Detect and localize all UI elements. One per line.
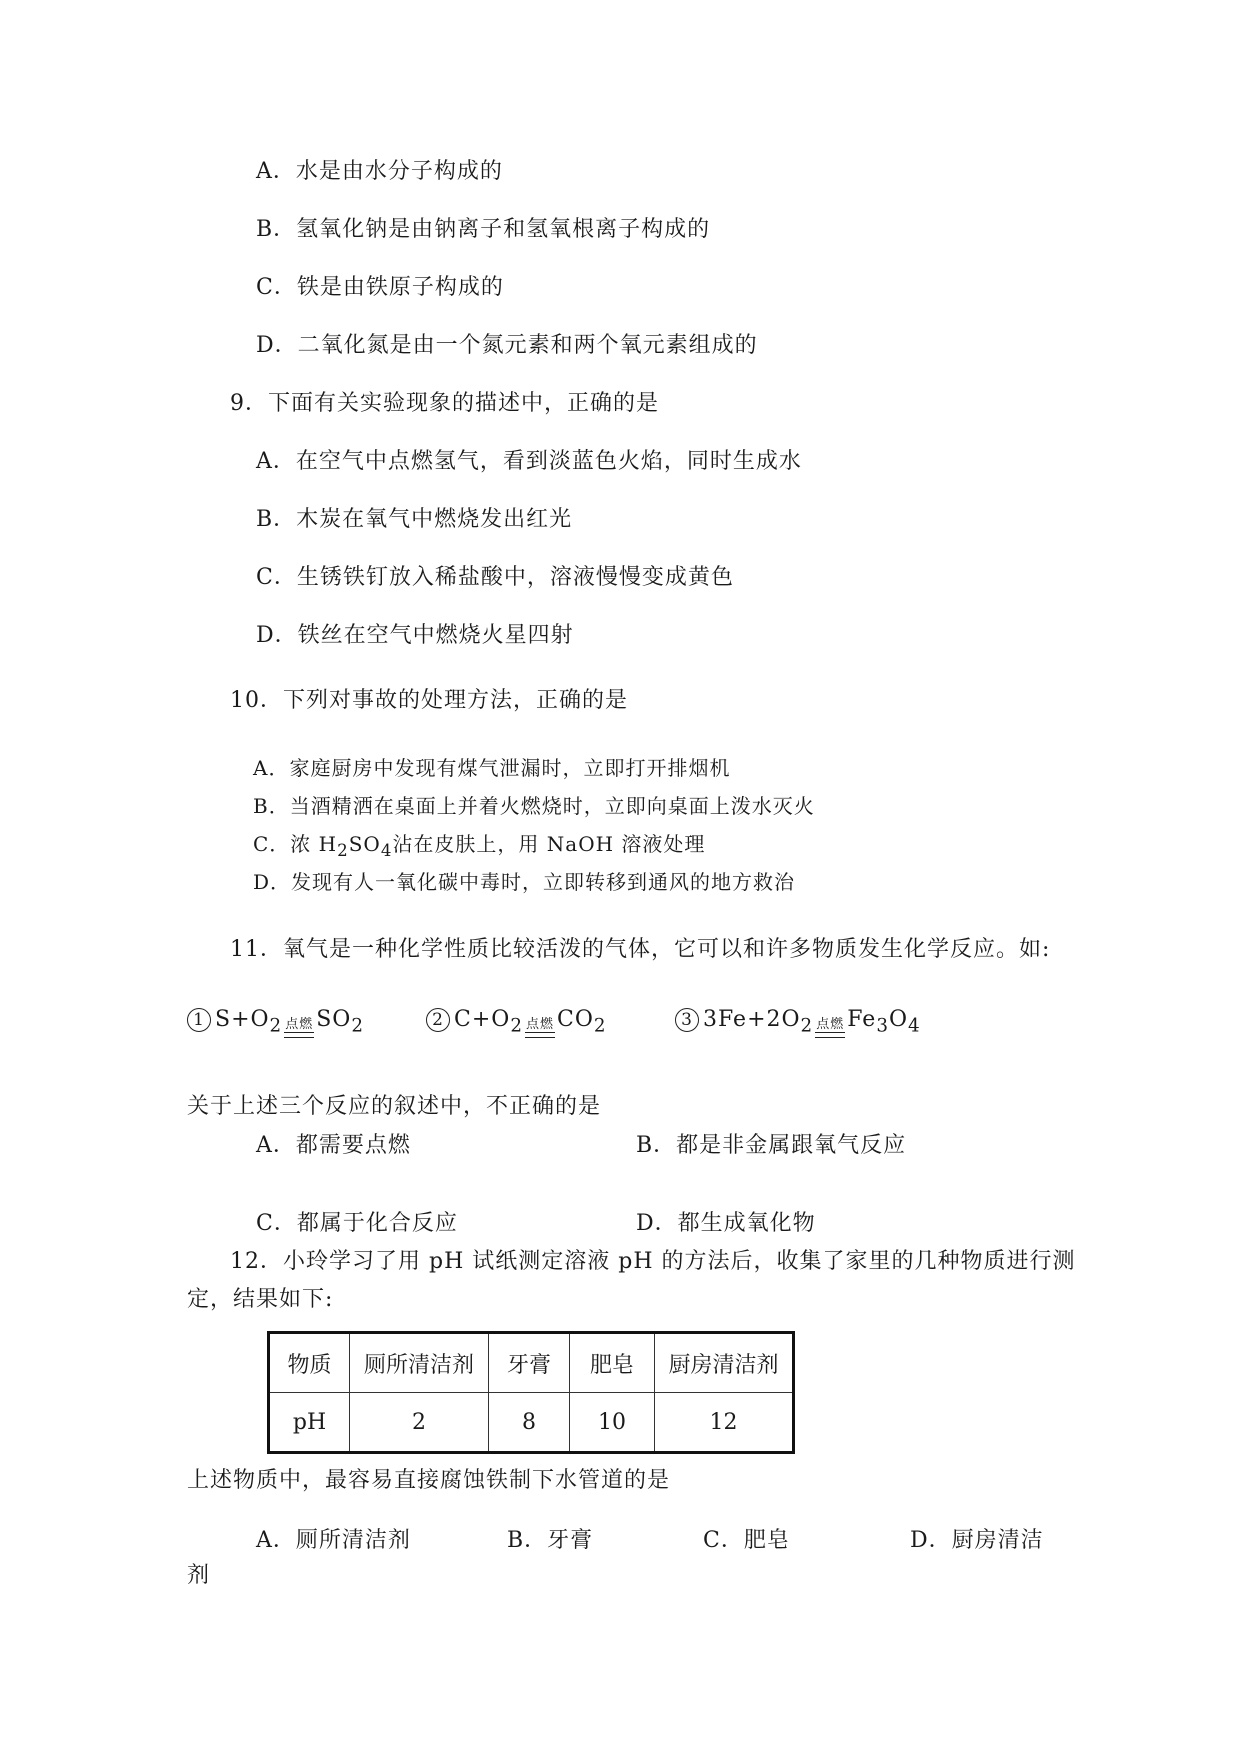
table-header-row xyxy=(269,1333,794,1393)
q12-option-d-wrap: 剂 xyxy=(187,1563,211,1588)
q12-option-d: D．厨房清洁 xyxy=(910,1528,1044,1553)
circled-number-2: 2 xyxy=(426,1008,450,1032)
q12-option-a: A．厕所清洁剂 xyxy=(256,1528,411,1553)
table-cell: 厕所清洁剂 xyxy=(350,1333,489,1393)
q12-question: 上述物质中，最容易直接腐蚀铁制下水管道的是 xyxy=(187,1468,671,1493)
q11-option-d: D．都生成氧化物 xyxy=(636,1211,816,1236)
table-cell: 10 xyxy=(570,1393,655,1453)
q10-option-d: D．发现有人一氧化碳中毒时，立即转移到通风的地方救治 xyxy=(253,870,796,894)
q12-option-b: B．牙膏 xyxy=(507,1528,594,1553)
table-row xyxy=(269,1393,794,1453)
q12-stem-line1: 12．小玲学习了用 pH 试纸测定溶液 pH 的方法后，收集了家里的几种物质进行测 xyxy=(230,1249,1076,1274)
equals-arrow-icon: 点燃 xyxy=(525,1018,555,1038)
table-cell: 2 xyxy=(350,1393,489,1453)
table-cell: 12 xyxy=(655,1393,794,1453)
q8-option-d: D．二氧化氮是由一个氮元素和两个氧元素组成的 xyxy=(256,333,758,358)
q9-option-d: D．铁丝在空气中燃烧火星四射 xyxy=(256,623,574,648)
q11-option-a: A．都需要点燃 xyxy=(256,1133,411,1158)
reaction-3: 3 $3Fe+2O_2$ 点燃 $Fe_3O_4$ xyxy=(675,1005,921,1041)
q8-option-b: B．氢氧化钠是由钠离子和氢氧根离子构成的 xyxy=(256,217,711,242)
q11-option-c: C．都属于化合反应 xyxy=(256,1211,458,1236)
q9-option-b: B．木炭在氧气中燃烧发出红光 xyxy=(256,507,573,532)
ph-table xyxy=(267,1331,795,1454)
table-cell: 厨房清洁剂 xyxy=(655,1333,794,1393)
table-cell: 肥皂 xyxy=(570,1333,655,1393)
q9-option-a: A．在空气中点燃氢气，看到淡蓝色火焰，同时生成水 xyxy=(256,449,802,474)
table-cell: pH xyxy=(269,1393,350,1453)
circled-number-1: 1 xyxy=(187,1008,211,1032)
q11-stem: 11．氧气是一种化学性质比较活泼的气体，它可以和许多物质发生化学反应。如: xyxy=(230,937,1051,962)
q11-option-b: B．都是非金属跟氧气反应 xyxy=(636,1133,907,1158)
q9-option-c: C．生锈铁钉放入稀盐酸中，溶液慢慢变成黄色 xyxy=(256,565,734,590)
equals-arrow-icon: 点燃 xyxy=(284,1018,314,1038)
table-cell: 牙膏 xyxy=(489,1333,570,1393)
q10-stem: 10．下列对事故的处理方法，正确的是 xyxy=(230,688,628,713)
table-cell: 8 xyxy=(489,1393,570,1453)
equals-arrow-icon: 点燃 xyxy=(815,1018,845,1038)
q11-question: 关于上述三个反应的叙述中，不正确的是 xyxy=(187,1094,602,1119)
q8-option-a: A．水是由水分子构成的 xyxy=(256,159,503,184)
q10-option-b: B．当酒精洒在桌面上并着火燃烧时，立即向桌面上泼水灭火 xyxy=(253,794,815,818)
q12-option-c: C．肥皂 xyxy=(703,1528,790,1553)
q10-option-a: A．家庭厨房中发现有煤气泄漏时，立即打开排烟机 xyxy=(253,756,731,780)
q8-option-c: C．铁是由铁原子构成的 xyxy=(256,275,504,300)
table-cell: 物质 xyxy=(269,1333,350,1393)
q9-stem: 9．下面有关实验现象的描述中，正确的是 xyxy=(230,391,659,416)
reaction-1: 1 $S+O_2$ 点燃 $SO_2$ xyxy=(187,1005,364,1041)
reaction-2: 2 $C+O_2$ 点燃 $CO_2$ xyxy=(426,1005,607,1041)
q12-stem-line2: 定，结果如下: xyxy=(187,1287,334,1312)
circled-number-3: 3 xyxy=(675,1008,699,1032)
q10-option-c: C．浓 $H_2SO_4$沾在皮肤上，用 NaOH 溶液处理 xyxy=(253,832,706,860)
